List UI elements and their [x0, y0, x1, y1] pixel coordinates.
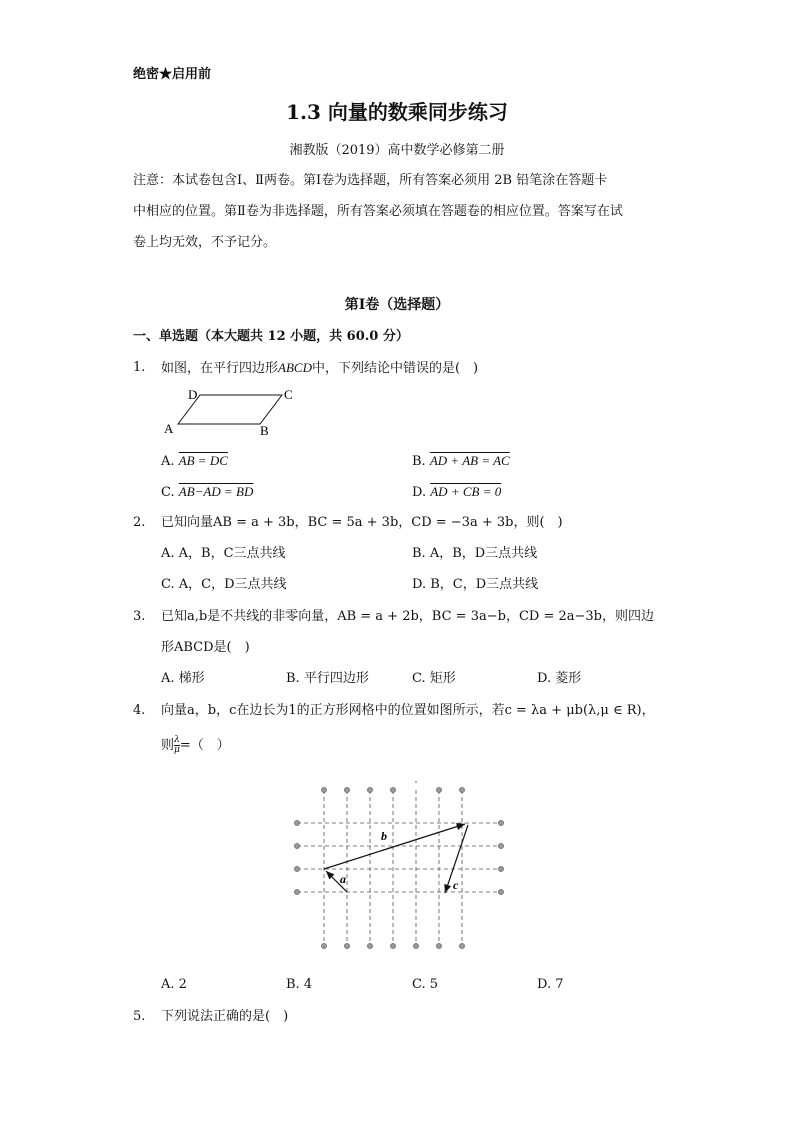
q4-stem-line-2: 则 $\frac{\lambda}{\mu}$ =（ ） [161, 735, 230, 755]
q4-stem-line-1: 向量a，b，c在边长为1的正方形网格中的位置如图所示，若c = λa + μb(λ,μ ∈ R)， [161, 703, 655, 718]
textbook-subtitle: 湘教版（2019）高中数学必修第二册 [289, 143, 505, 158]
q1-option-d[interactable]: D. AD + CB = 0 [412, 484, 502, 500]
vector-b [324, 824, 465, 869]
q2-option-d[interactable]: D. B，C，D三点共线 [412, 577, 539, 592]
q2-number: 2. [133, 515, 146, 530]
q1-stem: 如图，在平行四边形ABCD中，下列结论中错误的是( ) [161, 360, 479, 376]
page-title: 1.3 向量的数乘同步练习 [286, 100, 508, 124]
q5-number: 5. [133, 1009, 146, 1024]
vector-a-label: a [340, 872, 346, 886]
q4-option-c[interactable]: C. 5 [412, 977, 439, 992]
q2-stem: 已知向量AB = a + 3b，BC = 5a + 3b，CD = −3a + 3b，则( ) [161, 515, 563, 530]
confidential-header: 绝密★启用前 [133, 67, 212, 82]
notice-line-3: 卷上均无效，不予记分。 [133, 235, 277, 250]
parallelogram-figure [160, 385, 300, 440]
q5-stem: 下列说法正确的是( ) [161, 1009, 289, 1024]
label-c: C [284, 387, 293, 402]
section-title: 第Ⅰ卷（选择题） [344, 297, 450, 313]
vector-grid-figure [285, 778, 515, 958]
q3-option-a[interactable]: A. 梯形 [161, 671, 205, 686]
notice-line-2: 中相应的位置。第Ⅱ卷为非选择题，所有答案必须填在答题卷的相应位置。答案写在试 [133, 204, 623, 219]
q1-option-c[interactable]: C. AB−AD = BD [161, 484, 254, 500]
q3-option-d[interactable]: D. 菱形 [537, 671, 582, 686]
label-b: B [260, 423, 269, 438]
q3-option-c[interactable]: C. 矩形 [412, 671, 456, 686]
q2-option-c[interactable]: C. A，C，D三点共线 [161, 577, 287, 592]
q1-option-b[interactable]: B. AD + AB = AC [412, 453, 510, 469]
q2-option-a[interactable]: A. A，B，C三点共线 [161, 546, 286, 561]
vector-c-label: c [453, 878, 459, 892]
q1-number: 1. [133, 360, 146, 375]
q3-option-b[interactable]: B. 平行四边形 [286, 671, 369, 686]
label-d: D [188, 387, 198, 402]
q3-stem-line-1: 已知a,b是不共线的非零向量，AB = a + 2b，BC = 3a−b，CD = 2a−3b，则四边 [161, 609, 654, 624]
label-a: A [164, 421, 174, 436]
q4-option-d[interactable]: D. 7 [537, 977, 564, 992]
q4-number: 4. [133, 703, 146, 718]
notice-line-1: 注意：本试卷包含Ⅰ、Ⅱ两卷。第Ⅰ卷为选择题，所有答案必须用 2B 铅笔涂在答题卡 [133, 173, 608, 188]
part-title: 一、单选题（本大题共 12 小题，共 60.0 分） [133, 329, 409, 344]
q4-option-b[interactable]: B. 4 [286, 977, 313, 992]
q4-option-a[interactable]: A. 2 [161, 977, 187, 992]
vector-b-label: b [381, 829, 387, 843]
q1-option-a[interactable]: A. AB = DC [161, 453, 228, 469]
q3-number: 3. [133, 609, 146, 624]
q2-option-b[interactable]: B. A，B，D三点共线 [412, 546, 538, 561]
q3-stem-line-2: 形ABCD是( ) [161, 640, 250, 655]
